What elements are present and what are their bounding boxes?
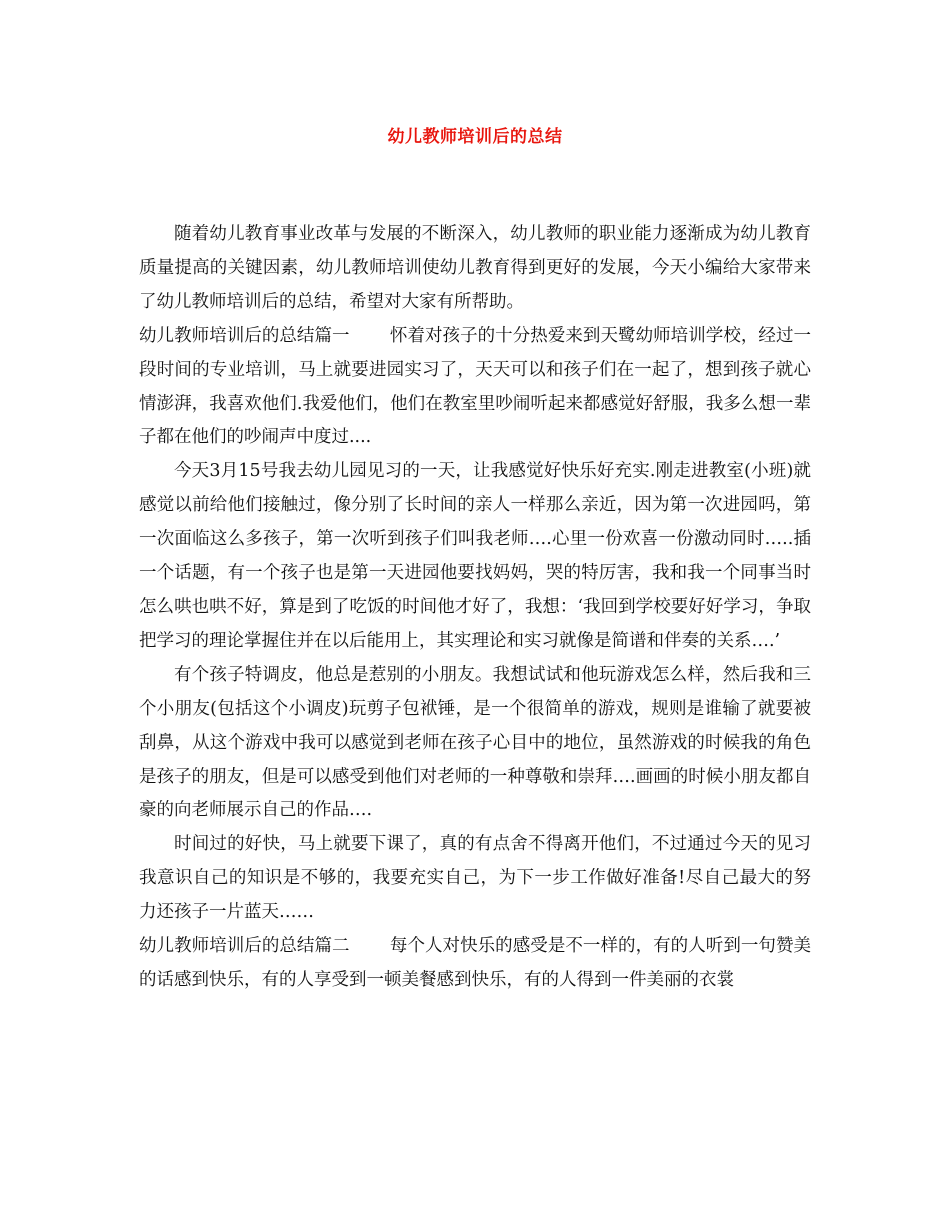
body-paragraph: 今天3月15号我去幼儿园见习的一天，让我感觉好快乐好充实.刚走进教室(小班)就感觉以前给他们接触过，像分别了长时间的亲人一样那么亲近，因为第一次进园吗，第一次面临这么多孩子，第一次听到孩子们叫我老师….心里一份欢喜一份激动同时…..插一个话题，有一个孩子也是第一天进园他要找妈妈，哭的特厉害，我和我一个同事当时怎么哄也哄不好，算是到了吃饭的时间他才好了，我想：‘我回到学校要好好学习，争取把学习的理论掌握住并在以后能用上，其实理论和实习就像是简谱和伴奏的关系….’ (139, 461, 811, 651)
body-paragraph: 有个孩子特调皮，他总是惹别的小朋友。我想试试和他玩游戏怎么样，然后我和三个小朋友(包括这个小调皮)玩剪子包袱锤，是一个很简单的游戏，规则是谁输了就要被刮鼻，从这个游戏中我可以感觉到老师在孩子心目中的地位，虽然游戏的时候我的角色是孩子的朋友，但是可以感受到他们对老师的一种尊敬和崇拜….画画的时候小朋友都自豪的向老师展示自己的作品…. (139, 664, 811, 821)
section-two-heading: 幼儿教师培训后的总结篇二 (139, 936, 350, 957)
document-title: 幼儿教师培训后的总结 (387, 127, 563, 147)
section-two-text: 每个人对快乐的感受是不一样的，有的人听到一句赞美的话感到快乐，有的人享受到一顿美餐感到快乐，有的人得到一件美丽的衣裳 (139, 936, 812, 990)
section-one-paragraph (139, 320, 811, 456)
intro-paragraph: 随着幼儿教育事业改革与发展的不断深入，幼儿教师的职业能力逐渐成为幼儿教育质量提高的关键因素，幼儿教师培训使幼儿教育得到更好的发展，今天小编给大家带来了幼儿教师培训后的总结，希望对大家有所帮助。 (139, 224, 811, 312)
section-one-text: 怀着对孩子的十分热爱来到天鹭幼师培训学校，经过一段时间的专业培训，马上就要进园实习了，天天可以和孩子们在一起了，想到孩子就心情澎湃，我喜欢他们.我爱他们，他们在教室里吵闹听起来都感觉好舒服，我多么想一辈子都在他们的吵闹声中度过.... (139, 325, 812, 448)
body-paragraph: 时间过的好快，马上就要下课了，真的有点舍不得离开他们，不过通过今天的见习我意识自己的知识是不够的，我要充实自己，为下一步工作做好准备!尽自己最大的努力还孩子一片蓝天…… (139, 834, 811, 923)
document-body (139, 218, 811, 998)
section-two-paragraph (139, 930, 811, 998)
section-one-heading: 幼儿教师培训后的总结篇一 (139, 325, 350, 346)
